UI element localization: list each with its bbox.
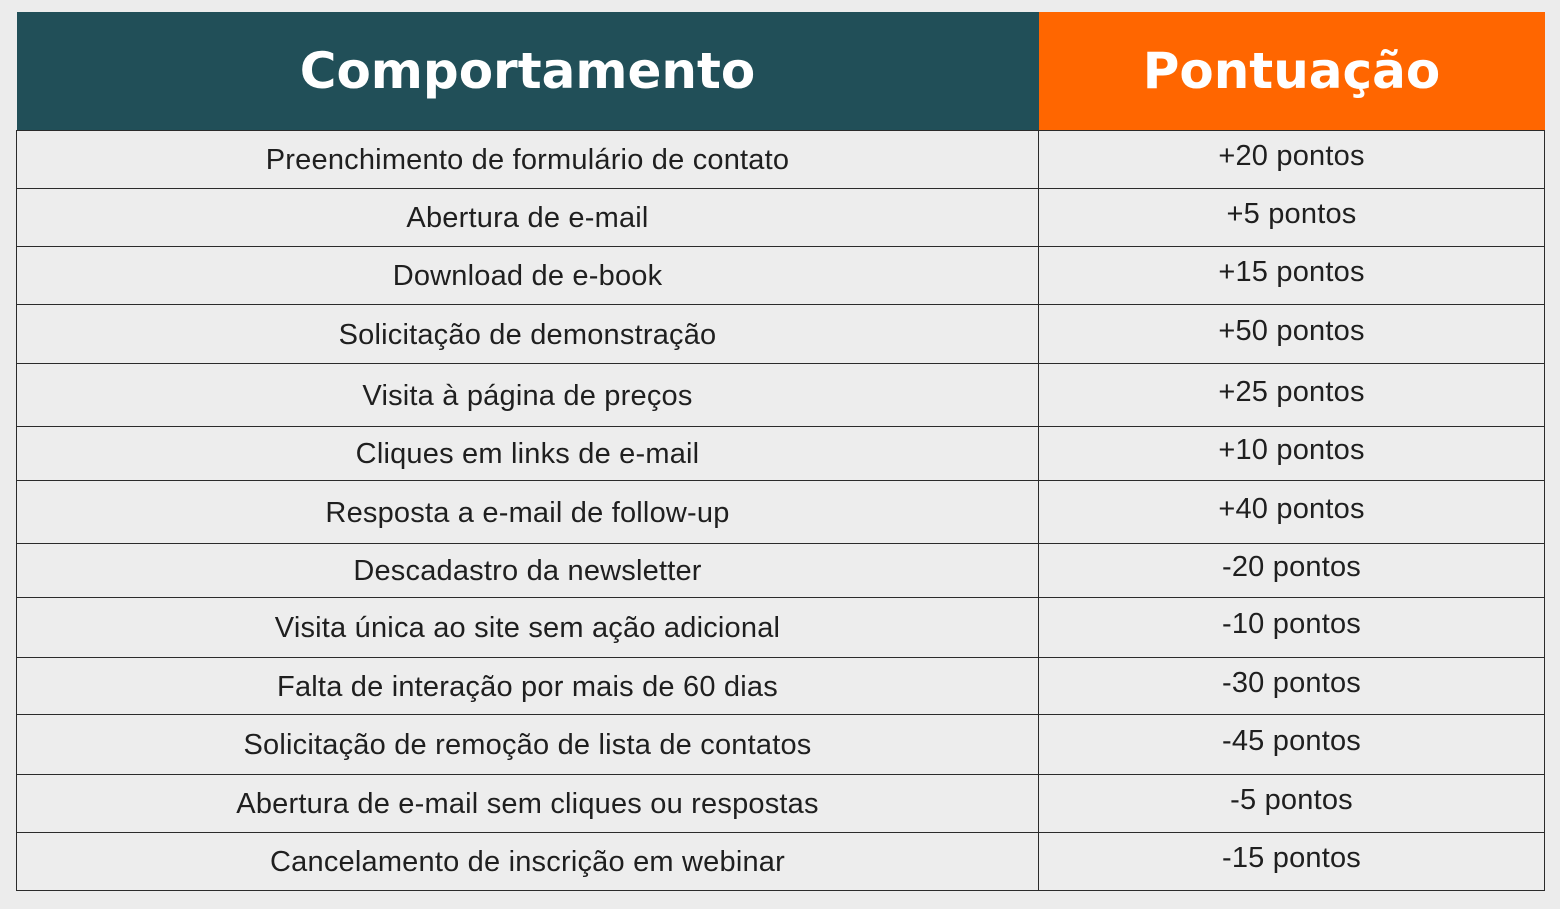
- behavior-text: Visita única ao site sem ação adicional: [274, 612, 781, 644]
- behavior-cell: [17, 247, 1039, 305]
- score-cell: [1039, 775, 1545, 833]
- score-text: +50 pontos: [1218, 314, 1365, 347]
- table-row: [17, 715, 1545, 775]
- table-row: [17, 598, 1545, 658]
- score-cell: [1039, 833, 1545, 891]
- score-text: +40 pontos: [1218, 492, 1365, 525]
- score-text: +15 pontos: [1218, 256, 1365, 288]
- behavior-cell: [17, 598, 1039, 658]
- score-text: +10 pontos: [1218, 434, 1365, 466]
- table-row: [17, 131, 1545, 189]
- score-text: -15 pontos: [1221, 842, 1362, 874]
- table-header: [17, 12, 1545, 131]
- behavior-cell: [17, 544, 1039, 598]
- score-text: +5 pontos: [1226, 198, 1357, 230]
- lead-scoring-table: [16, 12, 1545, 891]
- table-body: [17, 131, 1545, 891]
- score-text: -20 pontos: [1221, 551, 1362, 583]
- behavior-text: Resposta a e-mail de follow-up: [325, 496, 730, 529]
- header-row: [17, 12, 1545, 131]
- behavior-text: Abertura de e-mail sem cliques ou respostas: [236, 788, 819, 820]
- behavior-cell: [17, 131, 1039, 189]
- behavior-text: Visita à página de preços: [362, 379, 693, 412]
- behavior-cell: [17, 427, 1039, 481]
- score-text: +25 pontos: [1218, 375, 1365, 408]
- score-cell: [1039, 598, 1545, 658]
- behavior-cell: [17, 364, 1039, 427]
- score-cell: [1039, 305, 1545, 364]
- table-row: [17, 775, 1545, 833]
- score-text: -5 pontos: [1230, 784, 1353, 816]
- table-row: [17, 481, 1545, 544]
- table-row: [17, 427, 1545, 481]
- score-cell: [1039, 189, 1545, 247]
- behavior-cell: [17, 658, 1039, 715]
- table-row: [17, 833, 1545, 891]
- behavior-cell: [17, 715, 1039, 775]
- behavior-text: Solicitação de demonstração: [338, 318, 717, 351]
- behavior-text: Preenchimento de formulário de contato: [265, 144, 790, 176]
- table-row: [17, 189, 1545, 247]
- behavior-cell: [17, 481, 1039, 544]
- score-cell: [1039, 427, 1545, 481]
- score-text: -10 pontos: [1221, 608, 1362, 640]
- score-text: +20 pontos: [1218, 140, 1365, 172]
- behavior-cell: [17, 189, 1039, 247]
- behavior-text: Falta de interação por mais de 60 dias: [277, 670, 778, 703]
- table-row: [17, 544, 1545, 598]
- table-row: [17, 305, 1545, 364]
- score-cell: [1039, 247, 1545, 305]
- behavior-column-header: Comportamento: [17, 12, 1039, 131]
- behavior-cell: [17, 775, 1039, 833]
- behavior-cell: [17, 305, 1039, 364]
- score-cell: [1039, 481, 1545, 544]
- table-row: [17, 658, 1545, 715]
- table-row: [17, 364, 1545, 427]
- behavior-text: Cliques em links de e-mail: [355, 438, 700, 470]
- behavior-cell: [17, 833, 1039, 891]
- score-text: -45 pontos: [1221, 725, 1362, 757]
- behavior-text: Descadastro da newsletter: [353, 555, 702, 587]
- behavior-text: Solicitação de remoção de lista de contatos: [243, 729, 812, 761]
- score-cell: [1039, 715, 1545, 775]
- table-row: [17, 247, 1545, 305]
- behavior-text: Cancelamento de inscrição em webinar: [270, 846, 785, 878]
- score-cell: [1039, 364, 1545, 427]
- score-text: -30 pontos: [1221, 666, 1362, 699]
- behavior-text: Download de e-book: [392, 260, 663, 292]
- score-column-header: Pontuação: [1039, 12, 1545, 131]
- score-cell: [1039, 131, 1545, 189]
- behavior-text: Abertura de e-mail: [406, 202, 649, 234]
- score-cell: [1039, 658, 1545, 715]
- scoring-table-container: [16, 12, 1544, 893]
- score-cell: [1039, 544, 1545, 598]
